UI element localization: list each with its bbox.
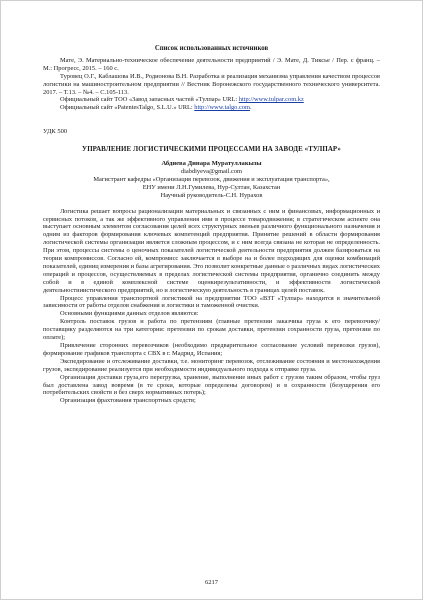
- body-paragraph: Экспедирование и отслеживание доставки, т.е. мониторинг перевозок, отслеживание состояния и местонахождения грузов, экспедирование реализуется при необходимости индивидуального подхода к отправке груза.: [43, 357, 380, 373]
- reference-site-1-link[interactable]: http://www.tulpar.com.kz: [238, 96, 304, 104]
- reference-item-3: [43, 96, 380, 104]
- body-paragraph: Организация фрахтования транспортных средств;: [60, 397, 196, 405]
- body-paragraph: Привлечение сторонних перевозчиков (необходимо предварительное согласование условий перевозки грузов), формирование графиков транспорта с СВХ в г. Мадрид, Испания;: [43, 342, 380, 357]
- body-paragraph: Процесс управления транспортной логистикой на предприятии ТОО «ВЗТ «Тулпар» находится в значительной зависимости от работы отделов снабжения и логистики и таможенной очистки.: [43, 294, 380, 310]
- udk-code: УДК 500: [43, 128, 68, 136]
- page-number: 6217: [205, 579, 218, 587]
- reference-item-4: [43, 104, 380, 112]
- author-email[interactable]: diabdiyeva@gmail.com: [180, 167, 243, 175]
- body-paragraph: Основными функциями данных отделов являются:: [60, 310, 199, 318]
- reference-site-2-link[interactable]: http://www.talgo.com: [194, 104, 250, 112]
- author-name: Абдиева Динара Муратуллакызы: [161, 160, 262, 168]
- references-section: [43, 45, 380, 112]
- body-paragraph: Контроль поставок грузов и работа по претензиям (главные претензии заказчика груза к его перевозчику/поставщику разделяются на три категории: претензии по срокам доставки, претензии сохранности груза, претензии по оплате);: [43, 318, 380, 342]
- body-paragraph: Организация доставки груза,его перегрузка, хранение, выполнение иных работ с грузом таким образом, чтобы груз был доставлена завод вовремя (в те сроки, которые определены договором) и в сохранности (безущерения его потребительских свойств и без сверх нормативных потерь);: [43, 373, 380, 397]
- reference-site-1-text: Официальный сайт ТОО «Завод запасных частей «Тулпар» URL:: [60, 96, 238, 104]
- scientific-supervisor: Научный руководитель-С.Н. Нурахов: [160, 191, 263, 199]
- references-title: Список использованных источников: [154, 45, 269, 52]
- article-body: [43, 208, 380, 406]
- reference-site-2-text: Официальный сайт «PatentesTalgo, S.L.U.» URL:: [60, 104, 193, 112]
- reference-site-2-end: .: [249, 104, 252, 112]
- author-university: ЕНУ имени Л.Н.Гумилева, Нур-Султан, Казахстан: [142, 183, 281, 191]
- reference-item-1: Мате, Э. Материально-техническое обеспечение деятельности предприятий / Э. Мате, Д. Тиксье / Пер. с франц. – М.: Прогресс, 2015. – 160 с.: [43, 56, 380, 72]
- reference-item-2: Туровец О.Г., Каблашова И.В., Родионова В.Н. Разработка и реализация механизма управления качеством процессов логистики на машиностроительном предприятии // Вестник Воронежского государственного технического университета. 2017. – Т.13. – №4. – С.105-113.: [43, 72, 380, 96]
- body-paragraph: Логистика решает вопросы рационализации материальных и связанных с ним и финансовых, информационных и сервисных потоков, а так же эффективного управления ими в процессе товародвижения; в стратегическом аспекте она выступает основным элементом согласования целей всех структурных звеньев различного функционального назначения и одним из факторов формирования ключевых компетенций предприятия. Принятие решений в области формирования логистической системы организации является сложным процессом, и с ним всегда связана не которая не определенность. При этом, процессы системы о ценочных показателей логистической деятельности предприятия должен базироваться на теории компромиссов. Согласно ей, компромисс заключается в выборе на и более подходящих для оценки комбинаций показателей, единиц измерения и базы агрегирования. Это позволит конкретные данные о различных видах логистических операций и процессов, осуществляемых в пределах логистической системы предприятия, органично соединить между собой и в единой комплексной системе оценкирезультативности, и эффективности логистической деятельностииистического предприятий, но и логистическую деятельность в границах целей поставок.: [43, 207, 380, 294]
- author-affiliation: Магистрант кафедры «Организация перевозок, движения и эксплуатация транспорта»,: [93, 175, 330, 183]
- article-title: УПРАВЛЕНИЕ ЛОГИСТИЧЕСКИМИ ПРОЦЕССАМИ НА ЗАВОДЕ «ТУЛПАР»: [82, 146, 341, 154]
